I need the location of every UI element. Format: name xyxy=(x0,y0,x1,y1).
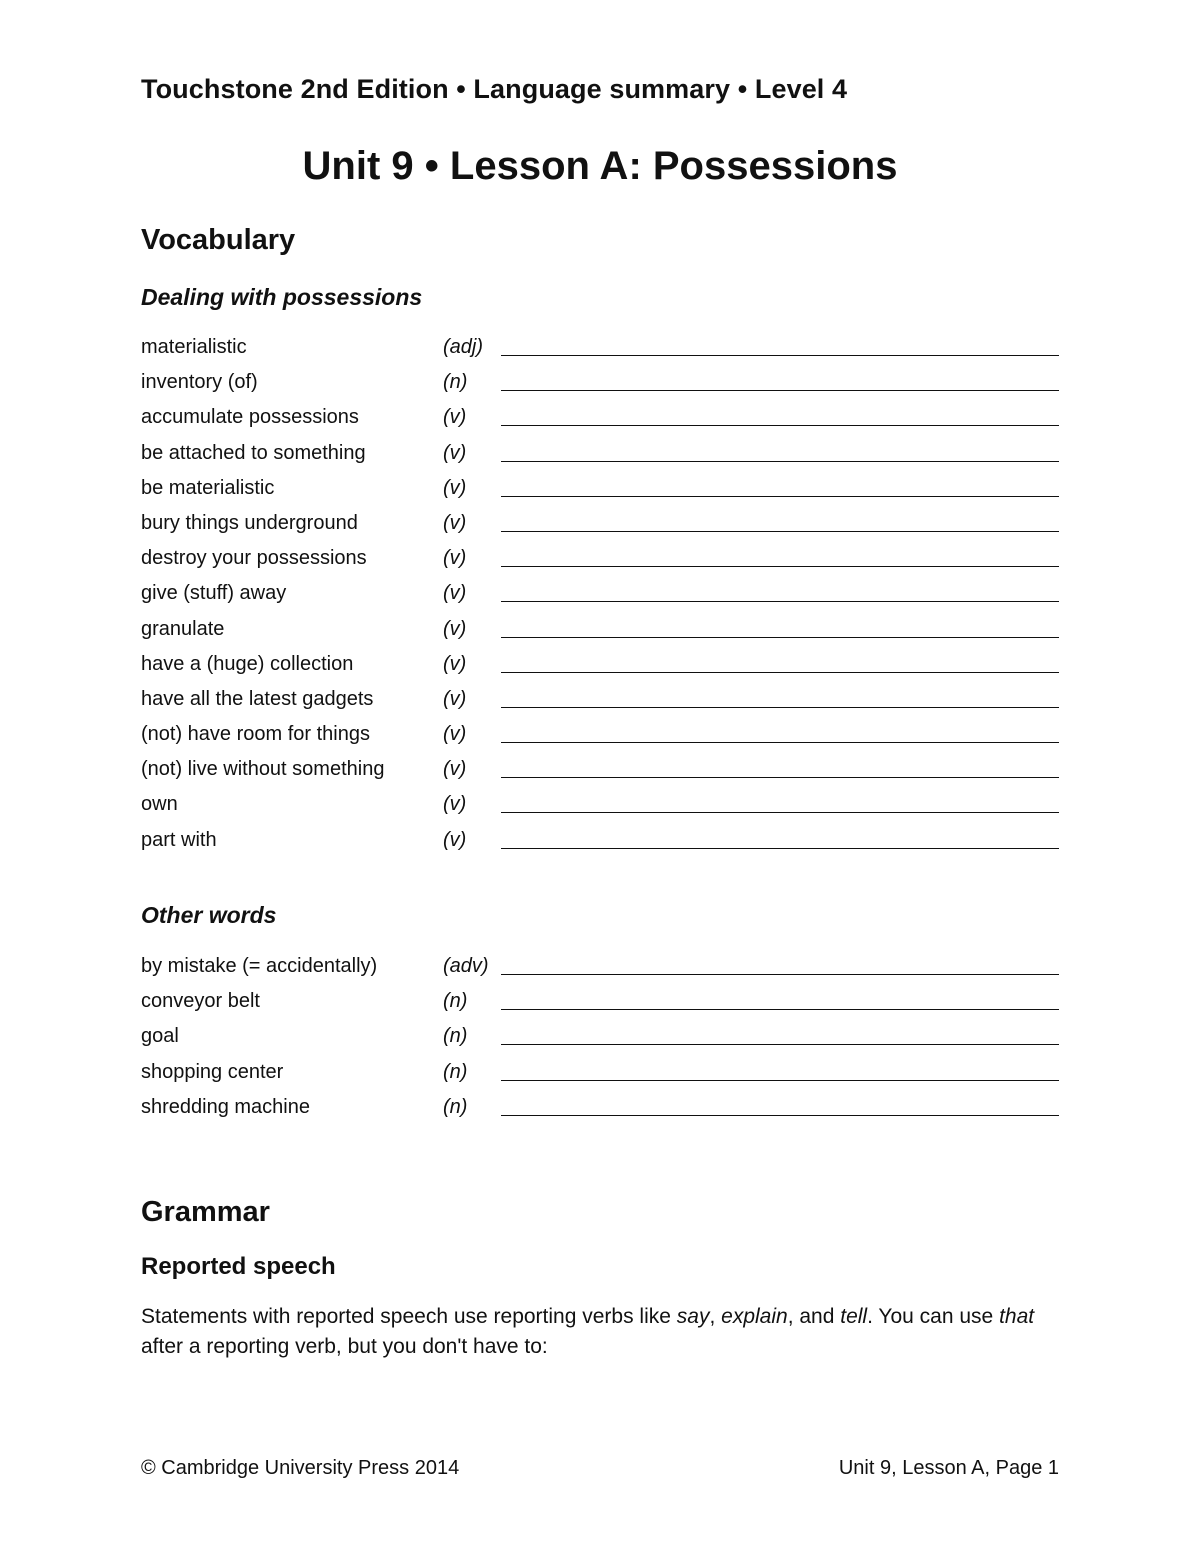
paragraph-text: , xyxy=(709,1305,722,1328)
vocab-term: inventory (of) xyxy=(141,371,258,394)
vocabulary-heading: Vocabulary xyxy=(141,224,296,256)
vocab-term: bury things underground xyxy=(141,511,358,534)
vocab-row xyxy=(141,335,1059,370)
reported-speech-heading: Reported speech xyxy=(141,1253,336,1280)
paragraph-text: . You can use xyxy=(867,1305,1000,1328)
answer-line[interactable] xyxy=(501,848,1059,849)
answer-line[interactable] xyxy=(501,637,1059,638)
vocab-pos: (v) xyxy=(443,687,467,710)
vocab-term: destroy your possessions xyxy=(141,547,367,570)
page xyxy=(141,0,1059,1553)
vocab-term: be materialistic xyxy=(141,476,275,499)
answer-line[interactable] xyxy=(501,601,1059,602)
vocab-row xyxy=(141,757,1059,792)
vocab-row xyxy=(141,954,1059,989)
footer-copyright: © Cambridge University Press 2014 xyxy=(141,1457,460,1479)
vocab-pos: (v) xyxy=(443,547,467,570)
paragraph-text: Statements with reported speech use reporting verbs like xyxy=(141,1305,677,1328)
vocab-row xyxy=(141,722,1059,757)
vocab-pos: (adv) xyxy=(443,955,489,977)
other-vocab-list xyxy=(141,954,1059,1130)
answer-line[interactable] xyxy=(501,461,1059,462)
answer-line[interactable] xyxy=(501,974,1059,975)
answer-line[interactable] xyxy=(501,1009,1059,1010)
answer-line[interactable] xyxy=(501,531,1059,532)
vocab-term: shredding machine xyxy=(141,1095,310,1118)
example-say: say xyxy=(676,1305,710,1328)
vocab-pos: (n) xyxy=(443,1025,468,1048)
paragraph-text: after a reporting verb, but you don't have to: xyxy=(141,1335,548,1358)
vocab-row xyxy=(141,511,1059,546)
vocab-pos: (v) xyxy=(443,441,467,464)
vocab-pos: (adj) xyxy=(443,336,484,358)
dealing-vocab-list xyxy=(141,335,1059,863)
vocab-term: conveyor belt xyxy=(141,990,260,1013)
vocab-pos: (v) xyxy=(443,723,467,746)
example-tell: tell xyxy=(840,1305,868,1328)
vocab-pos: (v) xyxy=(443,476,467,499)
dealing-heading: Dealing with possessions xyxy=(141,284,423,310)
vocab-row xyxy=(141,476,1059,511)
vocab-row xyxy=(141,441,1059,476)
vocab-term: have a (huge) collection xyxy=(141,652,354,675)
vocab-row xyxy=(141,581,1059,616)
vocab-pos: (v) xyxy=(443,617,467,640)
vocab-row xyxy=(141,652,1059,687)
vocab-term: part with xyxy=(141,828,217,851)
answer-line[interactable] xyxy=(501,355,1059,356)
example-explain: explain xyxy=(721,1305,788,1328)
lesson-title: Unit 9 • Lesson A: Possessions xyxy=(302,144,898,188)
vocab-term: goal xyxy=(141,1025,179,1048)
vocab-pos: (n) xyxy=(443,1095,468,1118)
vocab-term: materialistic xyxy=(141,336,247,358)
grammar-heading: Grammar xyxy=(141,1196,270,1228)
answer-line[interactable] xyxy=(501,425,1059,426)
series-title: Touchstone 2nd Edition • Language summary • Level 4 xyxy=(141,74,848,104)
vocab-pos: (v) xyxy=(443,793,467,816)
answer-line[interactable] xyxy=(501,672,1059,673)
vocab-term: (not) live without something xyxy=(141,758,385,781)
answer-line[interactable] xyxy=(501,812,1059,813)
answer-line[interactable] xyxy=(501,777,1059,778)
answer-line[interactable] xyxy=(501,1044,1059,1045)
answer-line[interactable] xyxy=(501,1080,1059,1081)
vocab-term: by mistake (= accidentally) xyxy=(141,955,378,977)
vocab-pos: (n) xyxy=(443,1060,468,1083)
vocab-term: be attached to something xyxy=(141,441,366,464)
vocab-row xyxy=(141,989,1059,1024)
answer-line[interactable] xyxy=(501,390,1059,391)
vocab-row xyxy=(141,792,1059,827)
vocab-term: shopping center xyxy=(141,1060,284,1083)
vocab-pos: (n) xyxy=(443,990,468,1013)
vocab-row xyxy=(141,1095,1059,1130)
vocab-term: have all the latest gadgets xyxy=(141,687,374,710)
vocab-pos: (v) xyxy=(443,406,467,429)
vocab-row xyxy=(141,687,1059,722)
vocab-pos: (v) xyxy=(443,582,467,605)
vocab-row xyxy=(141,617,1059,652)
footer-page-ref: Unit 9, Lesson A, Page 1 xyxy=(838,1457,1059,1479)
answer-line[interactable] xyxy=(501,496,1059,497)
paragraph-text: , and xyxy=(787,1305,841,1328)
vocab-row xyxy=(141,1024,1059,1059)
vocab-pos: (v) xyxy=(443,652,467,675)
vocab-pos: (v) xyxy=(443,758,467,781)
vocab-row xyxy=(141,405,1059,440)
other-words-heading: Other words xyxy=(141,902,277,928)
vocab-pos: (n) xyxy=(443,371,468,394)
vocab-pos: (v) xyxy=(443,828,467,851)
vocab-term: give (stuff) away xyxy=(141,582,287,605)
vocab-term: granulate xyxy=(141,617,225,640)
answer-line[interactable] xyxy=(501,707,1059,708)
vocab-term: accumulate possessions xyxy=(141,406,359,429)
vocab-row xyxy=(141,546,1059,581)
vocab-term: own xyxy=(141,793,178,816)
example-that: that xyxy=(999,1305,1035,1328)
vocab-term: (not) have room for things xyxy=(141,723,370,746)
vocab-row xyxy=(141,370,1059,405)
vocab-row xyxy=(141,828,1059,863)
answer-line[interactable] xyxy=(501,742,1059,743)
answer-line[interactable] xyxy=(501,566,1059,567)
answer-line[interactable] xyxy=(501,1115,1059,1116)
vocab-pos: (v) xyxy=(443,511,467,534)
vocab-row xyxy=(141,1060,1059,1095)
grammar-paragraph xyxy=(141,1302,1059,1362)
